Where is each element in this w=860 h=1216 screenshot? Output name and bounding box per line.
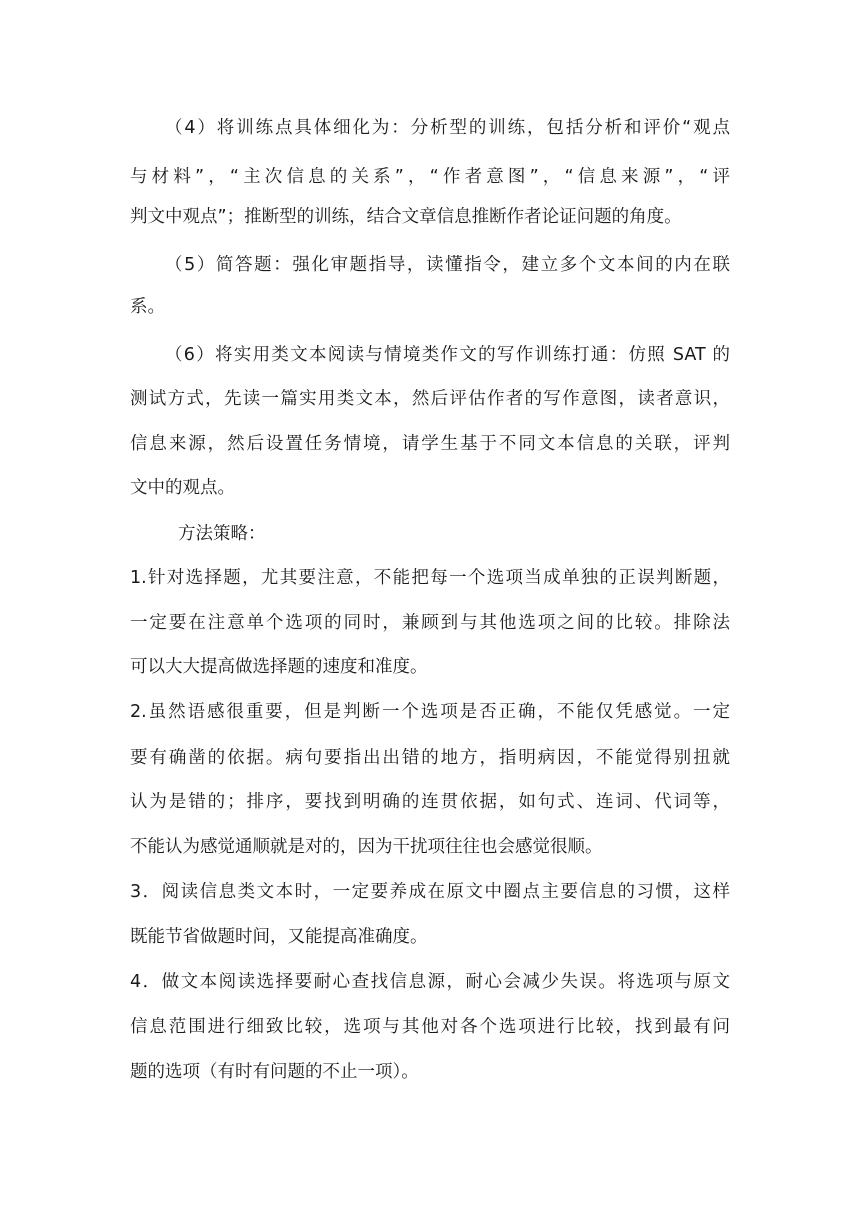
paragraph-6-line-3: 信息来源，然后设置任务情境，请学生基于不同文本信息的关联，评判 [130,434,730,454]
strategy-3-line-2: 既能节省做题时间，又能提高准确度。 [130,927,428,947]
paragraph-5-line-1: （5）简答题：强化审题指导，读懂指令，建立多个文本间的内在联 [165,255,730,275]
strategy-2-line-4: 不能认为感觉通顺就是对的，因为干扰项往往也会感觉很顺。 [130,837,603,857]
strategy-2-line-1: 2.虽然语感很重要，但是判断一个选项是否正确，不能仅凭感觉。一定 [130,702,730,722]
strategy-1-line-2: 一定要在注意单个选项的同时，兼顾到与其他选项之间的比较。排除法 [130,613,730,633]
strategy-4-line-1: 4．做文本阅读选择要耐心查找信息源，耐心会减少失误。将选项与原文 [130,972,730,992]
paragraph-4-line-3: 判文中观点”；推断型的训练，结合文章信息推断作者论证问题的角度。 [130,207,682,227]
strategy-2-line-2: 要有确凿的依据。病句要指出出错的地方，指明病因，不能觉得别扭就 [130,748,730,768]
paragraph-6-line-4: 文中的观点。 [130,478,235,498]
paragraph-4-line-1: （4）将训练点具体细化为：分析型的训练，包括分析和评价“观点 [165,118,730,138]
paragraph-4-line-2: 与材料”，“主次信息的关系”，“作者意图”，“信息来源”，“评 [130,167,730,187]
strategy-2-line-3: 认为是错的；排序，要找到明确的连贯依据，如句式、连词、代词等， [130,792,730,812]
strategy-1-line-3: 可以大大提高做选择题的速度和准度。 [130,657,428,677]
strategy-4-line-3: 题的选项（有时有问题的不止一项）。 [130,1062,419,1082]
section-heading: 方法策略： [178,524,266,544]
paragraph-6-line-2: 测试方式，先读一篇实用类文本，然后评估作者的写作意图，读者意识， [130,389,730,409]
strategy-3-line-1: 3．阅读信息类文本时，一定要养成在原文中圈点主要信息的习惯，这样 [130,882,730,902]
paragraph-5-line-2: 系。 [130,297,165,317]
paragraph-6-line-1: （6）将实用类文本阅读与情境类作文的写作训练打通：仿照 SAT 的 [165,345,730,365]
strategy-4-line-2: 信息范围进行细致比较，选项与其他对各个选项进行比较，找到最有问 [130,1017,730,1037]
strategy-1-line-1: 1.针对选择题，尤其要注意，不能把每一个选项当成单独的正误判断题， [130,568,730,588]
